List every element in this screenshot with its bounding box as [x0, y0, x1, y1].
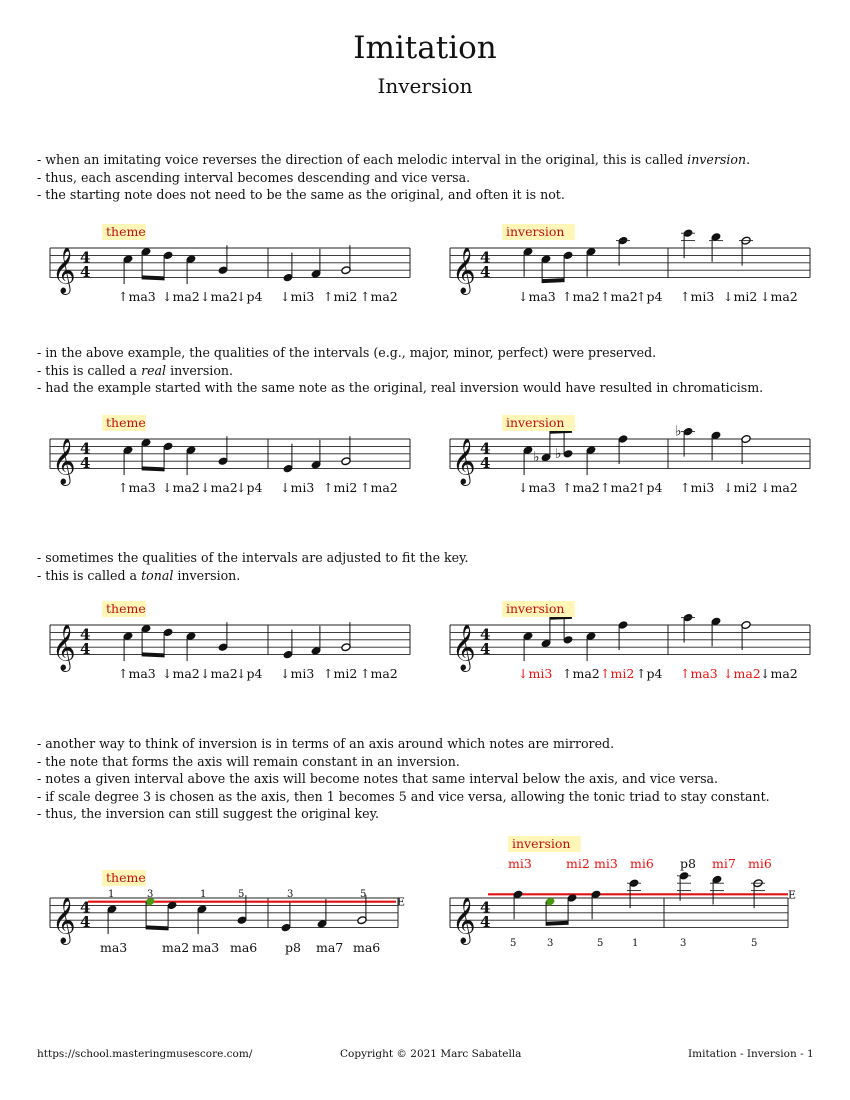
treble-clef-icon: 𝄞 [452, 897, 476, 944]
section-label: inversion [506, 415, 565, 430]
interval-label: ↑ma2 [360, 289, 398, 304]
interval-label: ↓ma2 [200, 666, 238, 681]
interval-label: mi6 [630, 856, 654, 871]
axis-end-marker: E [788, 888, 797, 902]
interval-label: ↑p4 [636, 289, 663, 304]
text-line: - when an imitating voice reverses the direction of each melodic interval in the original, this is called inversion. [37, 152, 751, 167]
interval-label: ma3 [100, 940, 128, 955]
interval-label: mi2 [566, 856, 590, 871]
beam [546, 921, 568, 926]
scale-degree: 3 [547, 938, 554, 949]
text-line: - the starting note does not need to be the same as the original, and often it is not. [37, 187, 565, 202]
time-signature-bottom: 4 [80, 454, 91, 473]
text-line: - this is called a real inversion. [37, 362, 234, 378]
time-signature-bottom: 4 [80, 640, 91, 659]
interval-label: mi3 [508, 856, 532, 871]
scale-degree: 5 [597, 938, 604, 949]
text-line: - in the above example, the qualities of the intervals (e.g., major, minor, perfect) were preserved. [37, 345, 657, 360]
time-signature-top: 4 [80, 248, 91, 267]
interval-label: ↑p4 [636, 480, 663, 495]
interval-label: ↓mi2 [723, 480, 758, 495]
interval-label: ↓ma2 [162, 289, 200, 304]
interval-label: ↓mi3 [280, 289, 315, 304]
interval-label: ↑ma3 [680, 666, 718, 681]
interval-label: ↓ma2 [162, 480, 200, 495]
interval-label: mi3 [594, 856, 618, 871]
interval-label: ↑ma2 [562, 480, 600, 495]
text-line: - another way to think of inversion is in terms of an axis around which notes are mirrored. [37, 736, 615, 751]
interval-label: mi6 [748, 856, 772, 871]
treble-clef-icon: 𝄞 [52, 624, 76, 671]
text-line: - thus, the inversion can still suggest the original key. [37, 806, 380, 821]
footer-url[interactable]: https://school.masteringmusescore.com/ [37, 1048, 253, 1060]
section-label: inversion [512, 836, 571, 851]
scale-degree: 5 [238, 889, 245, 900]
example-1-theme-staff [40, 220, 420, 310]
footer-page-number: Imitation - Inversion - 1 [688, 1048, 814, 1060]
interval-label: p8 [680, 856, 696, 871]
interval-label: ma6 [353, 940, 381, 955]
axis-inversion-staff [440, 832, 820, 960]
text-line: - sometimes the qualities of the intervals are adjusted to fit the key. [37, 550, 469, 565]
time-signature-bottom: 4 [480, 913, 491, 932]
interval-label: ma3 [192, 940, 220, 955]
example-3-theme-staff [40, 597, 420, 687]
interval-label: ↑ma3 [118, 289, 156, 304]
page-subtitle: Inversion [377, 74, 473, 98]
interval-label: ↓ma2 [162, 666, 200, 681]
interval-label: ↓ma2 [760, 289, 798, 304]
scale-degree: 1 [632, 938, 639, 949]
time-signature-top: 4 [480, 898, 491, 917]
text-line: - if scale degree 3 is chosen as the axis, then 1 becomes 5 and vice versa, allowing the tonic triad to stay constant. [37, 788, 770, 804]
flat-icon: ♭ [675, 423, 682, 440]
footer-copyright: Copyright © 2021 Marc Sabatella [340, 1048, 522, 1060]
axis-end-marker: E [397, 895, 406, 909]
time-signature-top: 4 [480, 439, 491, 458]
scale-degree: 3 [147, 889, 154, 900]
axis-theme-staff [40, 860, 430, 960]
treble-clef-icon: 𝄞 [52, 247, 76, 294]
interval-label: ↓ma3 [518, 289, 556, 304]
treble-clef-icon: 𝄞 [52, 438, 76, 485]
beam [146, 925, 168, 930]
treble-clef-icon: 𝄞 [52, 897, 76, 944]
beam [142, 275, 164, 280]
interval-label: ↓ma2 [200, 480, 238, 495]
time-signature-top: 4 [80, 898, 91, 917]
time-signature-bottom: 4 [80, 263, 91, 282]
interval-label: ↑ma2 [562, 289, 600, 304]
treble-clef-icon: 𝄞 [452, 438, 476, 485]
paragraph-4 [37, 735, 770, 823]
interval-label: ↑mi2 [600, 666, 635, 681]
treble-clef-icon: 𝄞 [452, 624, 476, 671]
section-label: theme [106, 415, 146, 430]
interval-label: ↓mi3 [518, 666, 553, 681]
section-label: inversion [506, 224, 565, 239]
beam [542, 278, 564, 283]
interval-label: p8 [285, 940, 301, 955]
beam [142, 652, 164, 657]
scale-degree: 5 [751, 938, 758, 949]
interval-label: ↓p4 [236, 480, 263, 495]
interval-label: ↑mi3 [680, 289, 715, 304]
paragraph-3 [37, 549, 469, 584]
time-signature-top: 4 [80, 625, 91, 644]
interval-label: ma6 [230, 940, 258, 955]
interval-label: ↑mi2 [323, 480, 358, 495]
interval-label: ↓p4 [236, 289, 263, 304]
interval-label: ↑ma2 [360, 666, 398, 681]
interval-label: ↑ma2 [600, 289, 638, 304]
interval-label: ↑mi3 [680, 480, 715, 495]
interval-label: ↓mi3 [280, 666, 315, 681]
section-label: theme [106, 870, 146, 885]
interval-label: ↑ma3 [118, 480, 156, 495]
scale-degree: 3 [680, 938, 687, 949]
time-signature-top: 4 [80, 439, 91, 458]
interval-label: ma7 [316, 940, 344, 955]
interval-label: ↑mi2 [323, 666, 358, 681]
section-label: theme [106, 601, 146, 616]
example-2-inversion-staff [440, 411, 820, 501]
scale-degree: 1 [200, 889, 207, 900]
flat-icon: ♭ [555, 445, 562, 462]
interval-label: ↓ma2 [723, 666, 761, 681]
paragraph-1 [37, 151, 750, 204]
scale-degree: 3 [287, 889, 294, 900]
treble-clef-icon: 𝄞 [452, 247, 476, 294]
interval-label: ↑ma2 [562, 666, 600, 681]
page-title: Imitation [353, 30, 497, 66]
scale-degree: 1 [108, 889, 115, 900]
interval-label: ↑ma2 [600, 480, 638, 495]
scale-degree: 5 [510, 938, 517, 949]
interval-label: ↓mi3 [280, 480, 315, 495]
time-signature-top: 4 [480, 248, 491, 267]
interval-label: ↓p4 [236, 666, 263, 681]
interval-label: ↑ma2 [360, 480, 398, 495]
text-line: - had the example started with the same note as the original, real inversion would have resulted in chromaticism. [37, 380, 764, 395]
time-signature-bottom: 4 [480, 454, 491, 473]
paragraph-2 [37, 344, 763, 397]
interval-label: ma2 [162, 940, 190, 955]
text-line: - thus, each ascending interval becomes descending and vice versa. [37, 169, 471, 185]
interval-label: ↑ma3 [118, 666, 156, 681]
text-line: - this is called a tonal inversion. [37, 567, 241, 583]
time-signature-bottom: 4 [480, 640, 491, 659]
time-signature-bottom: 4 [480, 263, 491, 282]
interval-label: ↓ma2 [200, 289, 238, 304]
interval-label: ↓ma2 [760, 666, 798, 681]
example-3-inversion-staff [440, 597, 820, 687]
interval-label: ↓ma2 [760, 480, 798, 495]
beam [142, 466, 164, 471]
example-2-theme-staff [40, 411, 420, 501]
time-signature-top: 4 [480, 625, 491, 644]
text-line: - the note that forms the axis will remain constant in an inversion. [37, 753, 460, 769]
scale-degree: 5 [360, 889, 367, 900]
interval-label: ↓ma3 [518, 480, 556, 495]
time-signature-bottom: 4 [80, 913, 91, 932]
interval-label: ↓mi2 [723, 289, 758, 304]
interval-label: ↑mi2 [323, 289, 358, 304]
interval-label: ↑p4 [636, 666, 663, 681]
flat-icon: ♭ [533, 449, 540, 466]
section-label: inversion [506, 601, 565, 616]
interval-label: mi7 [712, 856, 736, 871]
text-line: - notes a given interval above the axis will become notes that same interval below the axis, and vice versa. [37, 771, 719, 786]
section-label: theme [106, 224, 146, 239]
example-1-inversion-staff [440, 220, 820, 310]
